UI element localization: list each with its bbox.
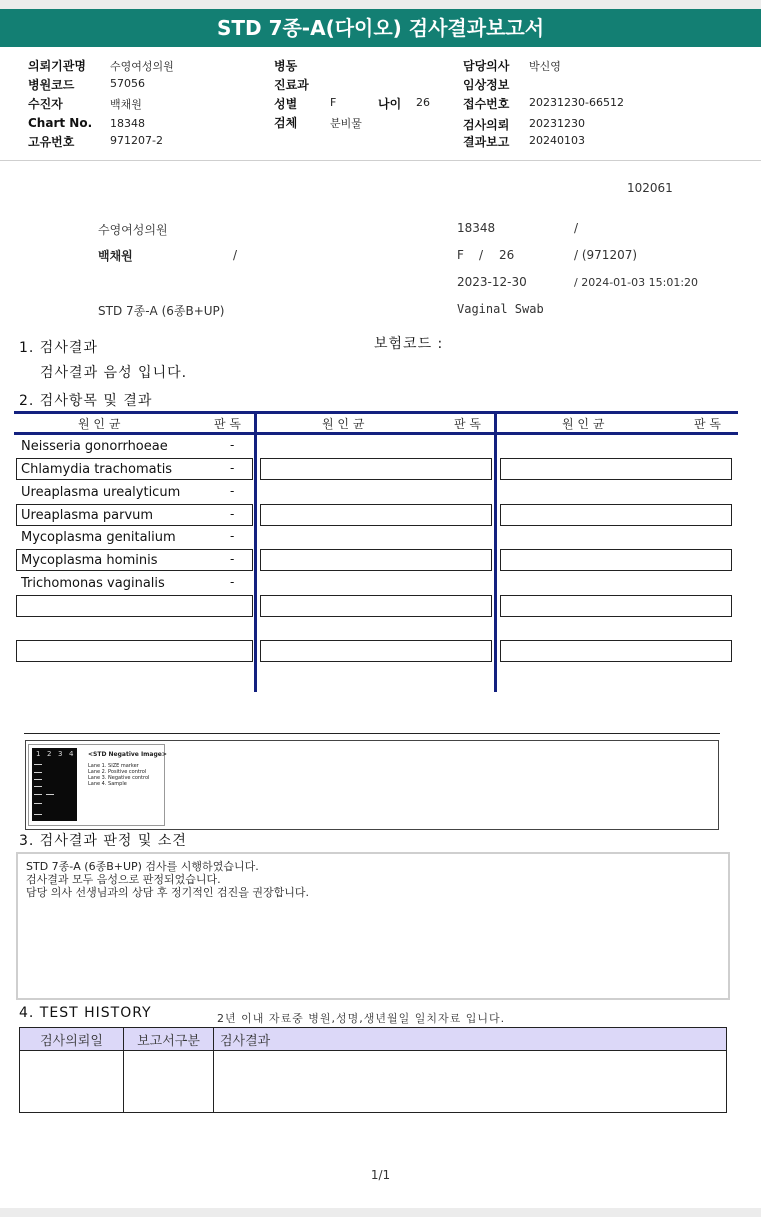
report-code: 102061 [627, 181, 673, 195]
header-value: 백채원 [110, 98, 142, 111]
pathogen-name: Trichomonas vaginalis [21, 576, 165, 591]
history-col-header: 검사의뢰일 [20, 1028, 124, 1051]
report-title: STD 7종-A(다이오) 검사결과보고서 [0, 9, 761, 47]
bottom-strip [0, 1208, 761, 1217]
pathogen-name: Mycoplasma hominis [21, 553, 158, 568]
pathogen-name: Neisseria gonorrhoeae [21, 439, 168, 454]
header-value: 분비물 [330, 117, 362, 130]
gel-caption: <STD Negative Image> [88, 751, 167, 758]
header-value: 박신영 [529, 60, 561, 73]
row-box [260, 549, 492, 571]
gel-image [28, 744, 165, 826]
section1-heading: 1. 검사결과 [19, 340, 98, 356]
marker-band [34, 772, 42, 773]
info-sex: F [457, 248, 464, 262]
history-col-header: 검사결과 [214, 1028, 727, 1051]
page-number: 1/1 [370, 1168, 391, 1182]
history-table [19, 1027, 727, 1113]
info-age: 26 [499, 248, 515, 262]
row-box [500, 458, 732, 480]
gel-legend: Lane 1. SIZE marker [88, 763, 139, 769]
row-box [500, 595, 732, 617]
table-header-rule [14, 432, 738, 435]
pathogen-result: - [230, 507, 235, 521]
pathogen-name: Mycoplasma genitalium [21, 530, 176, 545]
row-box [260, 595, 492, 617]
header-divider [0, 160, 761, 161]
result-summary: 검사결과 음성 입니다. [40, 365, 188, 381]
marker-band [34, 779, 42, 780]
column-divider [494, 411, 497, 692]
history-cell [214, 1051, 727, 1113]
header-label: 검사의뢰 [463, 118, 510, 132]
header-label: 성별 [274, 97, 298, 111]
header-value: 26 [416, 96, 430, 109]
marker-band [34, 803, 42, 804]
info-test-name: STD 7종-A (6종B+UP) [98, 304, 225, 318]
marker-band [34, 814, 42, 815]
marker-band [34, 786, 42, 787]
lane-number: 3 [58, 750, 63, 758]
insurance-code-label: 보험코드 : [374, 336, 444, 352]
header-label: 의뢰기관명 [28, 59, 86, 73]
marker-band [34, 764, 42, 765]
row-box [260, 458, 492, 480]
col-pathogen-header: 원 인 균 [562, 417, 605, 431]
interpretation-line: 검사결과 모두 음성으로 판정되었습니다. [26, 873, 221, 886]
pathogen-result: - [230, 575, 235, 589]
info-slash: / [479, 248, 484, 262]
header-label: 담당의사 [463, 59, 510, 73]
marker-band [34, 794, 42, 795]
info-slash: / [233, 248, 238, 262]
pathogen-name: Ureaplasma urealyticum [21, 485, 181, 500]
row-box [500, 640, 732, 662]
col-judgement-header: 판 독 [214, 417, 241, 431]
pathogen-result: - [230, 484, 235, 498]
interpretation-line: 담당 의사 선생님과의 상담 후 정기적인 검진을 권장합니다. [26, 886, 309, 899]
pathogen-result: - [230, 461, 235, 475]
info-request-date: 2023-12-30 [457, 275, 527, 289]
row-box [16, 640, 253, 662]
header-label: 결과보고 [463, 135, 510, 149]
info-slash: / [574, 221, 579, 235]
history-note: 2년 이내 자료중 병원,성명,생년월일 일치자료 입니다. [217, 1012, 506, 1025]
info-patient: 백채원 [98, 249, 133, 263]
header-label: 진료과 [274, 78, 309, 92]
header-label: 고유번호 [28, 135, 75, 149]
header-value: 18348 [110, 117, 145, 130]
header-value: 수영여성의원 [110, 60, 174, 73]
lane-number: 1 [36, 750, 41, 758]
history-cell [124, 1051, 214, 1113]
info-report-datetime: / 2024-01-03 15:01:20 [574, 276, 699, 289]
column-divider [254, 411, 257, 692]
gel-legend: Lane 2. Positive control [88, 769, 147, 775]
header-value: 20231230-66512 [529, 96, 624, 109]
info-hospital: 수영여성의원 [98, 223, 168, 237]
header-label: 임상정보 [463, 78, 510, 92]
gel-legend: Lane 3. Negative control [88, 775, 150, 781]
pathogen-result: - [230, 552, 235, 566]
header-value: 20240103 [529, 134, 585, 147]
control-band [46, 794, 54, 795]
history-header-row [20, 1028, 727, 1051]
history-col-header: 보고서구분 [124, 1028, 214, 1051]
pathogen-name: Ureaplasma parvum [21, 508, 154, 523]
col-pathogen-header: 원 인 균 [78, 417, 121, 431]
row-box [260, 640, 492, 662]
header-label: 병원코드 [28, 78, 75, 92]
interpretation-box [16, 852, 730, 1000]
header-value: 971207-2 [110, 134, 163, 147]
pathogen-name: Chlamydia trachomatis [21, 462, 173, 477]
header-value: 57056 [110, 77, 145, 90]
info-chart-no: 18348 [457, 221, 496, 235]
header-label: 병동 [274, 59, 298, 73]
pathogen-result: - [230, 438, 235, 452]
row-box [16, 595, 253, 617]
lane-number: 2 [47, 750, 52, 758]
header-label: 검체 [274, 116, 298, 130]
col-pathogen-header: 원 인 균 [322, 417, 365, 431]
header-value: 20231230 [529, 117, 585, 130]
header-label: 나이 [378, 97, 402, 111]
col-judgement-header: 판 독 [454, 417, 481, 431]
pathogen-result: - [230, 529, 235, 543]
info-birth: / (971207) [574, 248, 638, 262]
header-value: F [330, 96, 337, 109]
section4-heading: 4. TEST HISTORY [19, 1005, 152, 1021]
lane-number: 4 [69, 750, 74, 758]
row-box [500, 549, 732, 571]
header-label: 접수번호 [463, 97, 510, 111]
image-divider [24, 733, 720, 734]
section3-heading: 3. 검사결과 판정 및 소견 [19, 833, 187, 849]
header-label: 수진자 [28, 97, 63, 111]
top-strip [0, 0, 761, 9]
history-cell [20, 1051, 124, 1113]
row-box [500, 504, 732, 526]
history-row [20, 1051, 727, 1113]
info-specimen: Vaginal Swab [457, 302, 544, 316]
section2-heading: 2. 검사항목 및 결과 [19, 393, 153, 409]
col-judgement-header: 판 독 [694, 417, 721, 431]
table-top-rule [14, 411, 738, 414]
header-label: Chart No. [28, 116, 93, 130]
gel-photo [32, 748, 77, 821]
row-box [260, 504, 492, 526]
interpretation-line: STD 7종-A (6종B+UP) 검사를 시행하였습니다. [26, 860, 259, 873]
gel-legend: Lane 4. Sample [88, 781, 127, 787]
